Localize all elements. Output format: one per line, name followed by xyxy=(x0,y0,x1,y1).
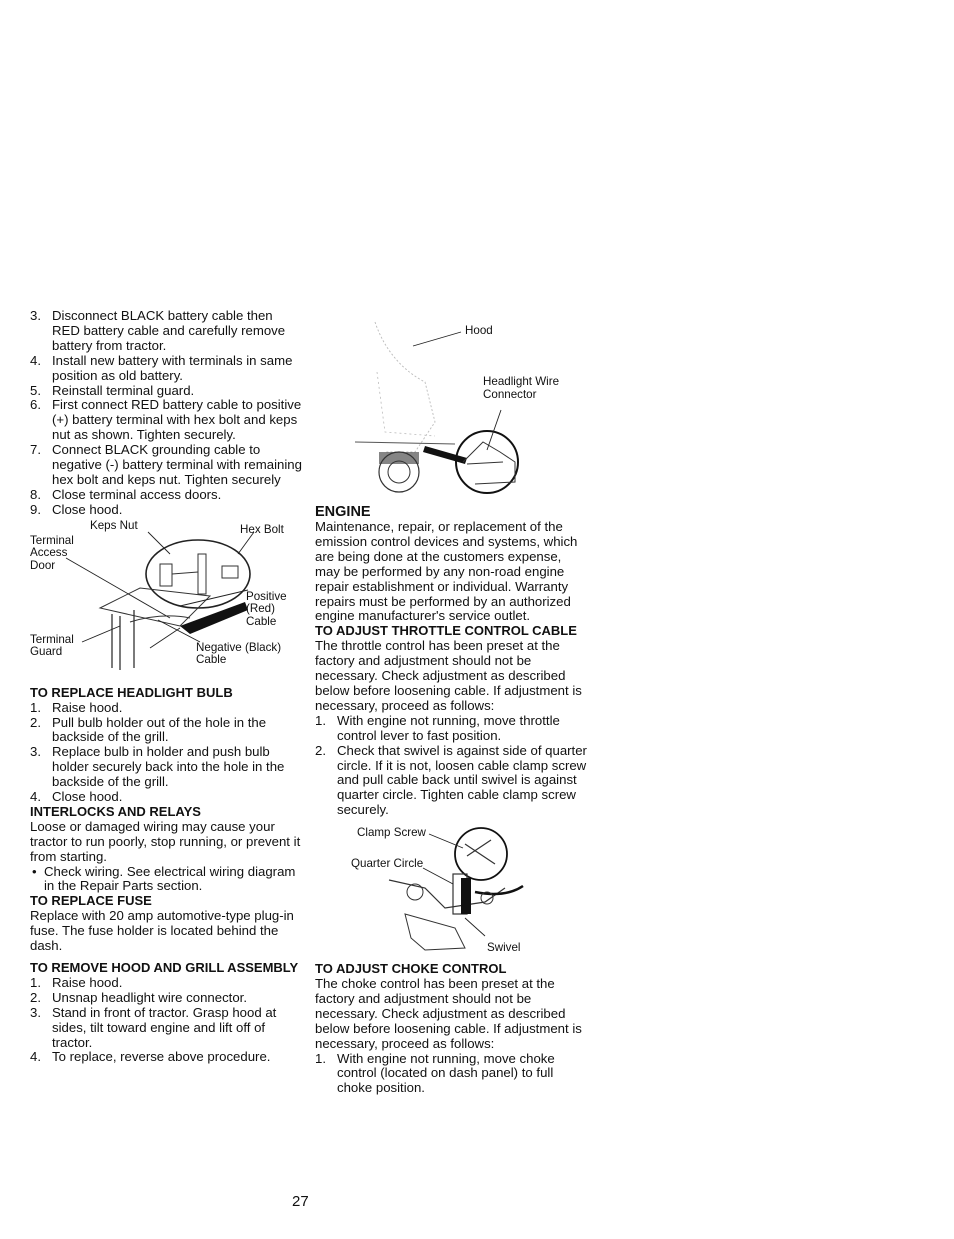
engine-body: Maintenance, repair, or replacement of the emission control devices and systems, which are being done at the customers expense, may be performed by any non-road engine repair establishment or individual. Warranty repairs must be performed by an authorized engine manufacturer's service outlet. xyxy=(315,519,578,624)
bullet-icon: • xyxy=(32,863,37,879)
battery-figure xyxy=(30,518,302,686)
choke-body: The choke control has been preset at the factory and adjustment should not be necessary. Check adjustment as described below before loosening cable. If adjustment is necessary, proceed as follows: xyxy=(315,976,582,1051)
engine-heading: ENGINE xyxy=(315,504,371,520)
hood-grill-heading: TO REMOVE HOOD AND GRILL ASSEMBLY xyxy=(30,960,299,975)
hex-bolt-label: Hex Bolt xyxy=(240,522,284,536)
list-item: 1. With engine not running, move choke control (located on dash panel) to full choke position. xyxy=(315,1050,555,1096)
throttle-illustration xyxy=(315,818,587,962)
keps-nut-label: Keps Nut xyxy=(90,518,138,532)
headlight-steps xyxy=(30,701,302,805)
page-number: 27 xyxy=(292,1193,309,1210)
terminal-access-door-label: Terminal Access Door xyxy=(30,533,74,572)
right-column xyxy=(315,312,587,1096)
hood-illustration xyxy=(315,312,587,504)
list-item: 1. Raise hood. xyxy=(30,974,123,990)
list-item: 2. Unsnap headlight wire connector. xyxy=(30,989,248,1005)
list-item: 4. Install new battery with terminals in same position as old battery. xyxy=(30,352,293,383)
left-column xyxy=(30,309,302,1065)
negative-cable-label: Negative (Black) Cable xyxy=(196,640,282,667)
list-item: 5. Reinstall terminal guard. xyxy=(30,382,195,398)
fuse-heading: TO REPLACE FUSE xyxy=(30,893,152,909)
throttle-body: The throttle control has been preset at the factory and adjustment should not be necessary. Check adjustment as described below before loosening cable. If adjustment is necessary, proceed as follows: xyxy=(315,638,582,713)
list-item: 9. Close hood. xyxy=(30,501,123,517)
list-item: 2. Pull bulb holder out of the hole in the backside of the grill. xyxy=(30,714,267,745)
list-item: 3. Replace bulb in holder and push bulb holder securely back into the hole in the backside of the grill. xyxy=(30,744,285,790)
interlocks-body: Loose or damaged wiring may cause your tractor to run poorly, stop running, or prevent it from starting. xyxy=(30,818,301,864)
list-item: 4. Close hood. xyxy=(30,789,123,805)
list-item: 3. Stand in front of tractor. Grasp hood at sides, tilt toward engine and lift off of tractor. xyxy=(30,1004,277,1050)
hood-grill-steps xyxy=(30,976,302,1065)
hood-figure xyxy=(315,312,587,504)
list-item: 7. Connect BLACK grounding cable to negative (-) battery terminal with remaining hex bolt and keps nut. Tighten securely xyxy=(30,442,302,487)
positive-cable-label: Positive (Red) Cable xyxy=(246,589,287,628)
throttle-figure xyxy=(315,818,587,962)
list-item: 3. Disconnect BLACK battery cable then RED battery cable and carefully remove battery from tractor. xyxy=(30,308,286,353)
throttle-steps xyxy=(315,714,587,818)
quarter-circle-label: Quarter Circle xyxy=(351,857,424,871)
list-item: 2. Check that swivel is against side of quarter circle. If it is not, loosen cable clamp screw and pull cable back until swivel is against quarter circle. Tighten cable clamp screw securely. xyxy=(315,742,587,818)
fuse-body: Replace with 20 amp automotive-type plug-in fuse. The fuse holder is located behind the dash. xyxy=(30,908,294,954)
throttle-heading: TO ADJUST THROTTLE CONTROL CABLE xyxy=(315,623,577,639)
headlight-wire-connector-label: Headlight Wire Connector xyxy=(483,375,560,401)
interlocks-bullet: • Check wiring. See electrical wiring diagram in the Repair Parts section. xyxy=(32,863,296,894)
terminal-guard-label: Terminal Guard xyxy=(30,632,74,659)
hood-label: Hood xyxy=(465,324,493,337)
interlocks-heading: INTERLOCKS AND RELAYS xyxy=(30,803,201,819)
headlight-heading: TO REPLACE HEADLIGHT BULB xyxy=(30,684,233,700)
list-item: 8. Close terminal access doors. xyxy=(30,486,222,502)
swivel-label: Swivel xyxy=(487,941,521,955)
list-item: 1. Raise hood. xyxy=(30,699,123,715)
choke-steps xyxy=(315,1052,587,1097)
list-item: 6. First connect RED battery cable to positive (+) battery terminal with hex bolt and keps nut as shown. Tighten securely. xyxy=(30,397,302,443)
list-item: 4. To replace, reverse above procedure. xyxy=(30,1049,271,1065)
battery-steps xyxy=(30,309,302,518)
list-item: 1. With engine not running, move throttle control lever to fast position. xyxy=(315,712,560,743)
clamp-screw-label: Clamp Screw xyxy=(357,826,426,840)
choke-heading: TO ADJUST CHOKE CONTROL xyxy=(315,961,507,977)
